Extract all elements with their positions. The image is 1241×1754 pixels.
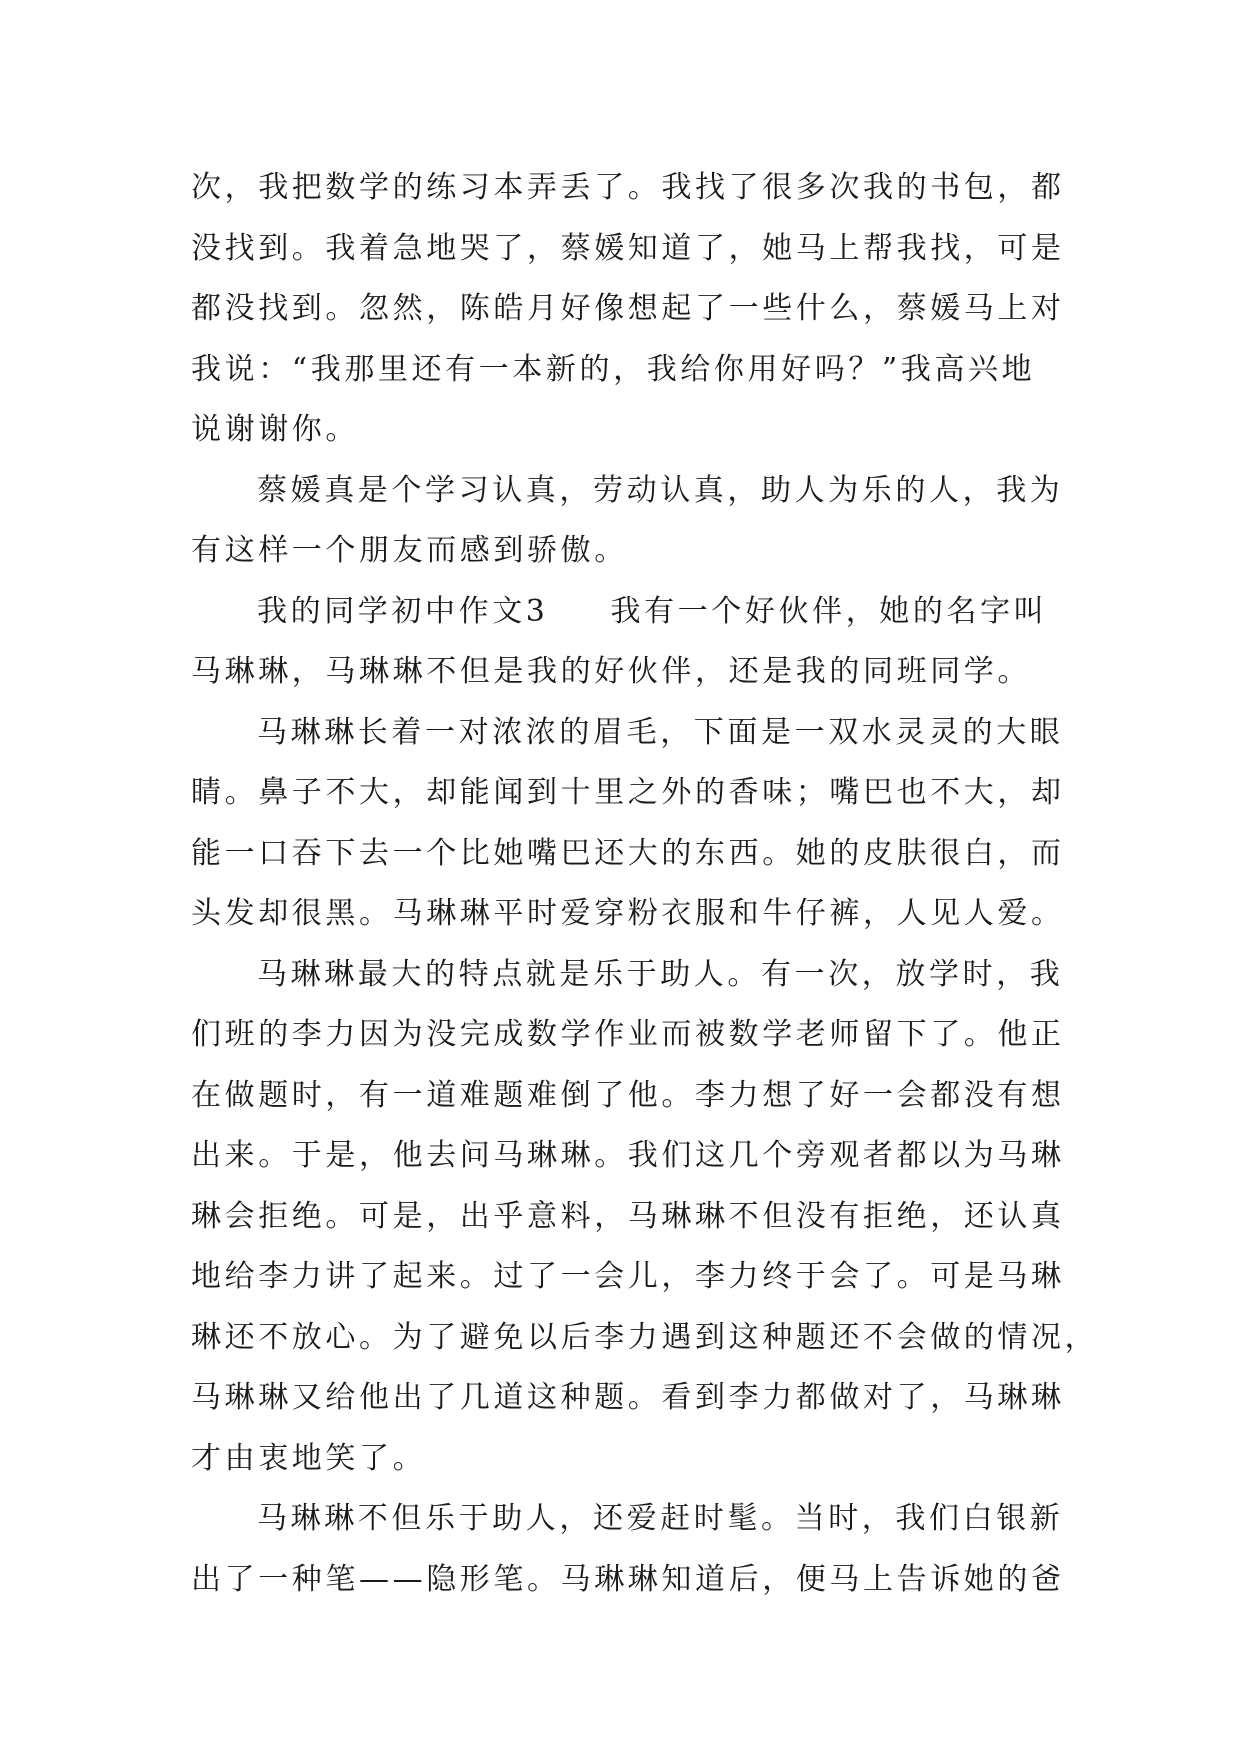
text-line: 马琳琳长着一对浓浓的眉毛，下面是一双水灵灵的大眼 [257,714,1064,750]
text-line: 马琳琳最大的特点就是乐于助人。有一次，放学时，我 [257,956,1064,992]
text-line: 睛。鼻子不大，却能闻到十里之外的香味；嘴巴也不大，却 [191,775,1065,810]
essay-heading: 我的同学初中作文3 [257,593,549,629]
text-line: 都没找到。忽然，陈皓月好像想起了一些什么，蔡媛马上对 [191,291,1065,326]
text-line: 蔡媛真是个学习认真，劳动认真，助人为乐的人，我为 [257,472,1064,508]
text-line: 马琳琳又给他出了几道这种题。看到李力都做对了，马琳琳 [191,1380,1065,1415]
essay-opening: 我有一个好伙伴，她的名字叫 [610,593,1048,629]
text-line: 说谢谢你。 [191,412,359,447]
text-line: 有这样一个朋友而感到骄傲。 [191,533,628,568]
text-line: 琳会拒绝。可是，出乎意料，马琳琳不但没有拒绝，还认真 [191,1198,1065,1234]
text-line: 头发却很黑。马琳琳平时爱穿粉衣服和牛仔裤，人见人爱。 [191,896,1065,931]
essay-heading-line [191,582,1057,643]
text-line: 在做题时，有一道难题难倒了他。李力想了好一会都没有想 [191,1077,1065,1113]
text-line: 次，我把数学的练习本弄丢了。我找了很多次我的书包，都 [191,170,1065,205]
text-line: 我说：“我那里还有一本新的，我给你用好吗？”我高兴地 [191,351,1036,387]
text-line: 地给李力讲了起来。过了一会儿，李力终于会了。可是马琳 [191,1259,1065,1294]
text-line: 们班的李力因为没完成数学作业而被数学老师留下了。他正 [191,1017,1065,1052]
text-line: 马琳琳不但乐于助人，还爱赶时髦。当时，我们白银新 [257,1501,1064,1536]
text-line: 琳还不放心。为了避免以后李力遇到这种题还不会做的情况， [191,1319,1099,1355]
text-line: 没找到。我着急地哭了，蔡媛知道了，她马上帮我找，可是 [191,230,1065,266]
document-page [191,158,1099,1610]
text-line: 才由衷地笑了。 [191,1440,427,1476]
text-line: 马琳琳，马琳琳不但是我的好伙伴，还是我的同班同学。 [191,654,1031,689]
text-line: 出来。于是，他去问马琳琳。我们这几个旁观者都以为马琳 [191,1138,1065,1173]
text-line: 能一口吞下去一个比她嘴巴还大的东西。她的皮肤很白，而 [191,835,1065,871]
text-line: 出了一种笔——隐形笔。马琳琳知道后，便马上告诉她的爸 [191,1561,1065,1597]
